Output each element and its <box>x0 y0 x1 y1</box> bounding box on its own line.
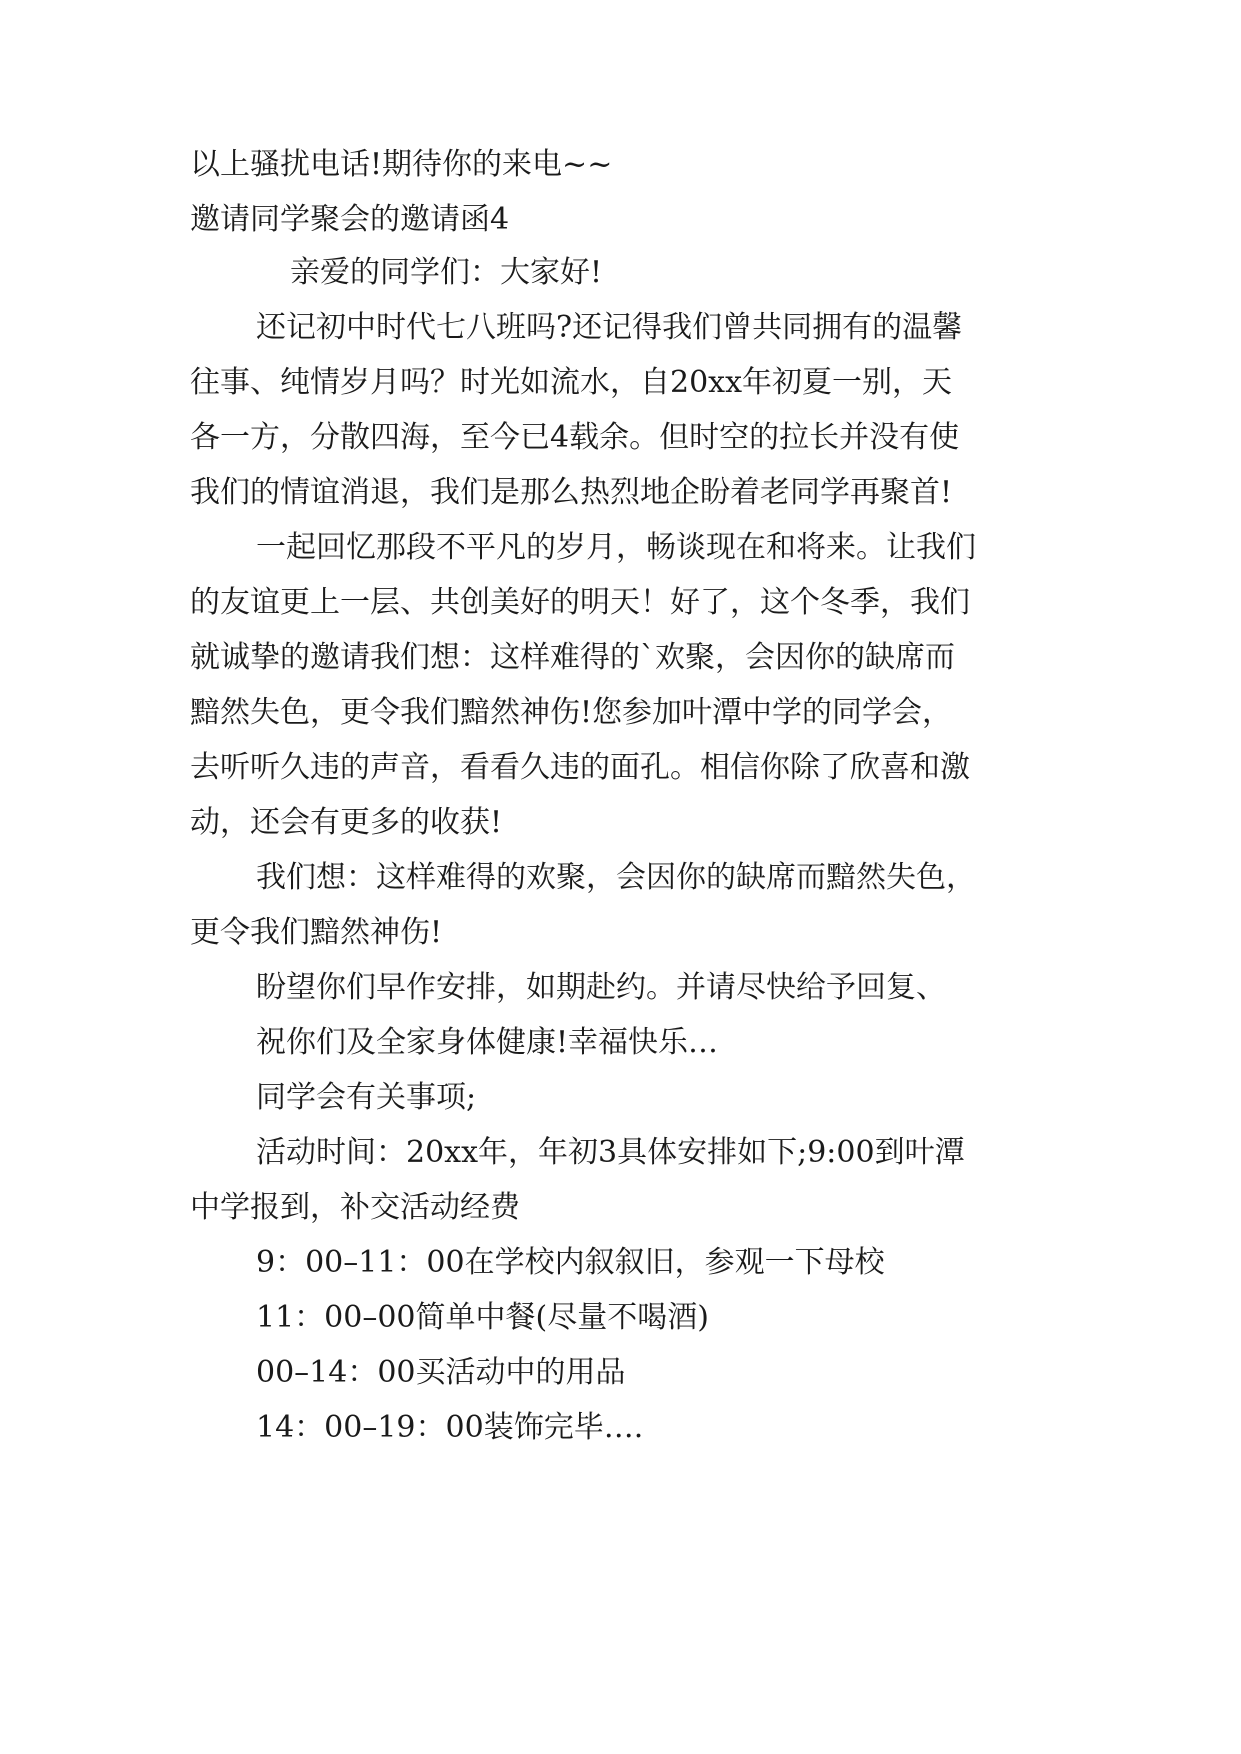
paragraph-line: 我们的情谊消退，我们是那么热烈地企盼着老同学再聚首! <box>190 475 953 510</box>
paragraph-line: 往事、纯情岁月吗？时光如流水，自20xx年初夏一别，天 <box>190 365 953 400</box>
paragraph-line: 去听听久违的声音，看看久违的面孔。相信你除了欣喜和激 <box>190 750 970 785</box>
schedule-item: 9：00–11：00在学校内叙叙旧，参观一下母校 <box>256 1245 885 1280</box>
paragraph-line: 的友谊更上一层、共创美好的明天！好了，这个冬季，我们 <box>190 585 970 620</box>
paragraph-line: 更令我们黯然神伤! <box>190 915 443 950</box>
schedule-item: 00–14：00买活动中的用品 <box>256 1355 626 1390</box>
schedule-intro: 中学报到，补交活动经费 <box>190 1190 520 1225</box>
salutation: 亲爱的同学们：大家好! <box>290 255 603 290</box>
paragraph-line: 动，还会有更多的收获! <box>190 805 503 840</box>
paragraph-line: 一起回忆那段不平凡的岁月，畅谈现在和将来。让我们 <box>256 530 976 565</box>
paragraph-line: 黯然失色，更令我们黯然神伤!您参加叶潭中学的同学会， <box>190 695 953 730</box>
paragraph-line: 盼望你们早作安排，如期赴约。并请尽快给予回复、 <box>256 970 946 1005</box>
section-heading: 邀请同学聚会的邀请函4 <box>190 202 510 237</box>
schedule-item: 14：00–19：00装饰完毕…. <box>256 1410 644 1445</box>
paragraph-line: 祝你们及全家身体健康!幸福快乐… <box>256 1025 719 1060</box>
paragraph-line: 就诚挚的邀请我们想：这样难得的`欢聚，会因你的缺席而 <box>190 640 955 675</box>
paragraph-line: 我们想：这样难得的欢聚，会因你的缺席而黯然失色， <box>256 860 976 895</box>
text-line-closing-call: 以上骚扰电话!期待你的来电~~ <box>190 147 613 182</box>
paragraph-line: 还记初中时代七八班吗?还记得我们曾共同拥有的温馨 <box>256 310 963 345</box>
list-heading: 同学会有关事项; <box>256 1080 477 1115</box>
schedule-item: 11：00–00简单中餐(尽量不喝酒) <box>256 1300 709 1335</box>
paragraph-line: 各一方，分散四海，至今已4载余。但时空的拉长并没有使 <box>190 420 960 455</box>
schedule-intro: 活动时间：20xx年，年初3具体安排如下;9:00到叶潭 <box>256 1135 965 1170</box>
